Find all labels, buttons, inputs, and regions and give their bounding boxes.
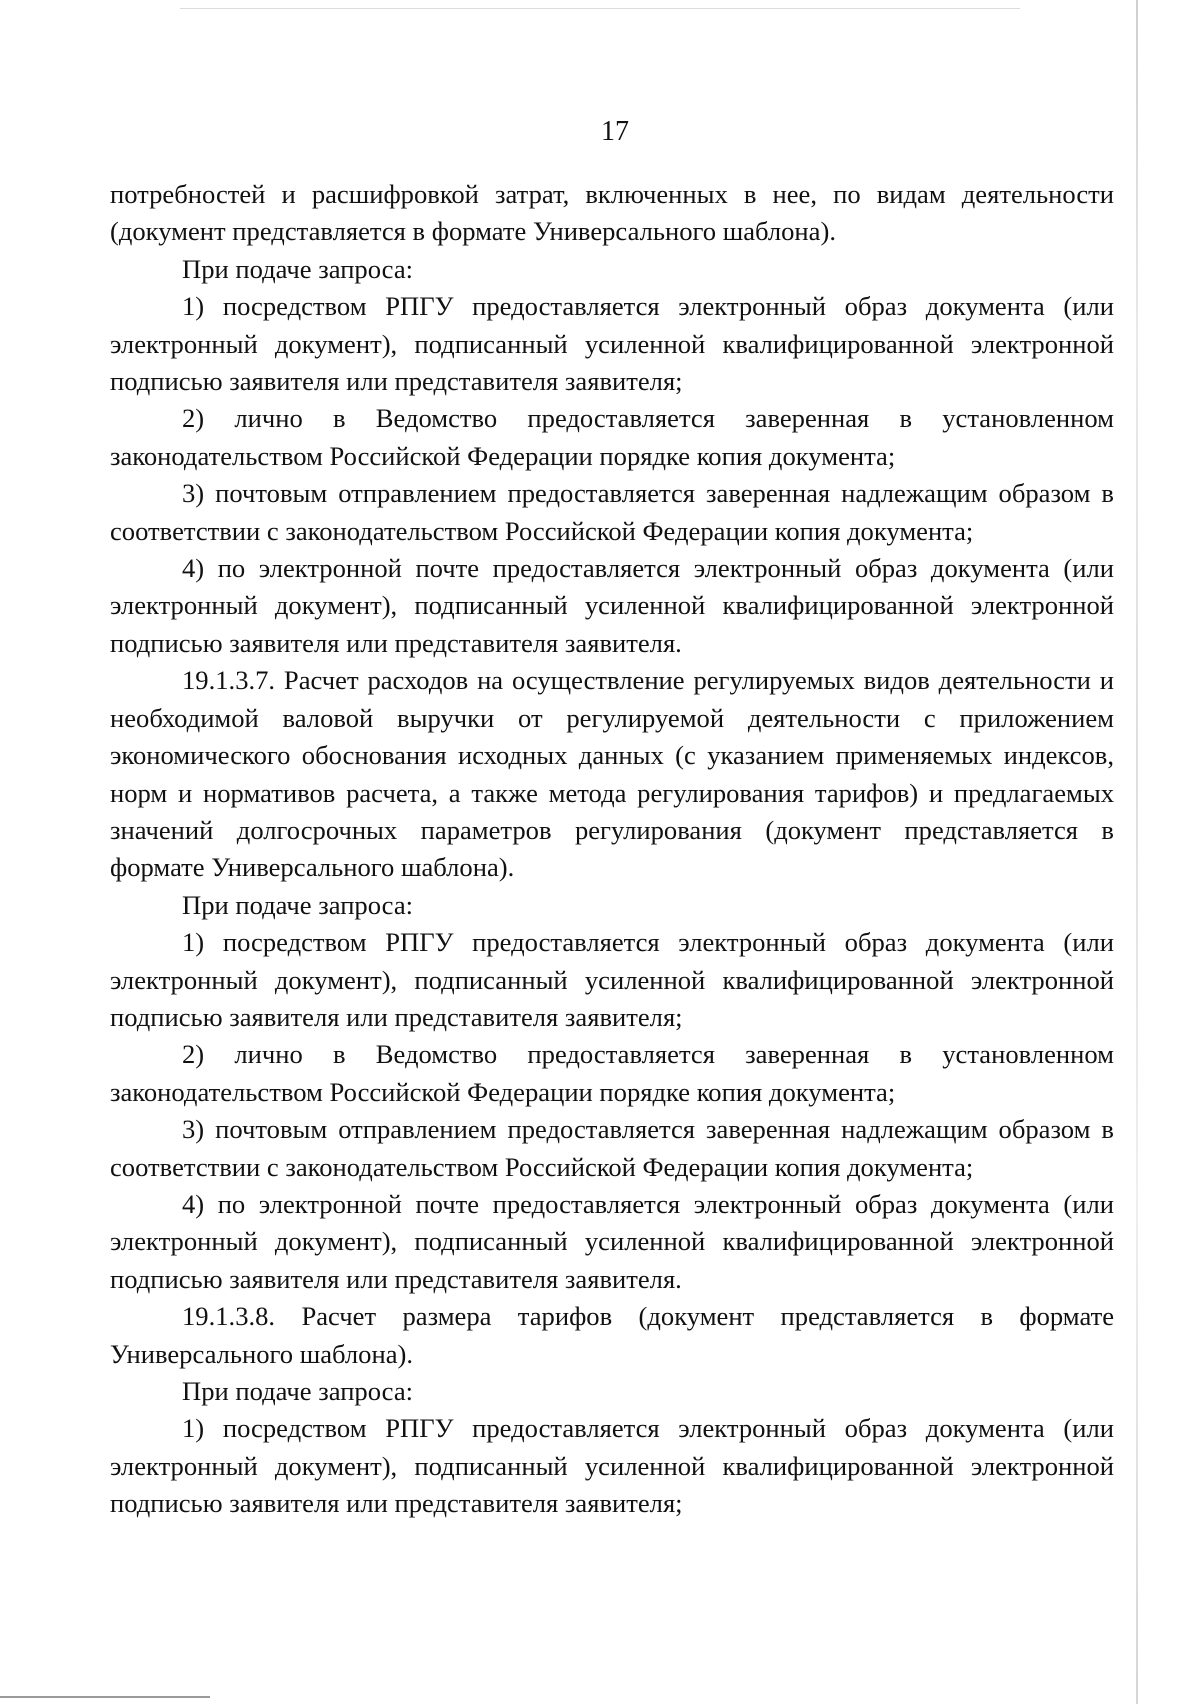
paragraph-item-1: 1) посредством РПГУ предоставляется электронный образ документа (или электронный документ), подписанный усиленной квалифицированной электронной подписью заявителя или представителя заявителя; xyxy=(110,1413,1114,1519)
paragraph-item-1: 1) посредством РПГУ предоставляется электронный образ документа (или электронный документ), подписанный усиленной квалифицированной электронной подписью заявителя или представителя заявителя; xyxy=(110,291,1114,397)
paragraph-continuation: потребностей и расшифровкой затрат, включенных в нее, по видам деятельности (документ представляется в формате Универсального шаблона). xyxy=(110,179,1114,247)
paragraph-item-2: 2) лично в Ведомство предоставляется заверенная в установленном законодательством Российской Федерации порядке копия документа; xyxy=(110,1039,1114,1107)
paragraph-request-heading: При подаче запроса: xyxy=(182,253,414,284)
scan-top-edge xyxy=(180,8,1020,9)
paragraph-item-1: 1) посредством РПГУ предоставляется электронный образ документа (или электронный документ), подписанный усиленной квалифицированной электронной подписью заявителя или представителя заявителя; xyxy=(110,927,1114,1032)
page-number: 17 xyxy=(601,116,629,147)
paragraph-item-4: 4) по электронной почте предоставляется электронный образ документа (или электронный документ), подписанный усиленной квалифицированной электронной подписью заявителя или представителя заявителя. xyxy=(110,553,1114,658)
paragraph-request-heading: При подаче запроса: xyxy=(182,889,414,920)
scan-bottom-edge xyxy=(0,1696,210,1698)
paragraph-item-3: 3) почтовым отправлением предоставляется заверенная надлежащим образом в соответствии с законодательством Российской Федерации копия документа; xyxy=(110,1114,1114,1182)
paragraph-request-heading: При подаче запроса: xyxy=(182,1376,414,1406)
document-body xyxy=(110,176,1114,1523)
paragraph-section-19-1-3-8: 19.1.3.8. Расчет размера тарифов (документ представляется в формате Универсального шаблона). xyxy=(110,1301,1114,1369)
paragraph-item-3: 3) почтовым отправлением предоставляется заверенная надлежащим образом в соответствии с законодательством Российской Федерации копия документа; xyxy=(110,478,1114,546)
scan-right-edge xyxy=(1136,0,1138,1704)
paragraph-item-4: 4) по электронной почте предоставляется электронный образ документа (или электронный документ), подписанный усиленной квалифицированной электронной подписью заявителя или представителя заявителя. xyxy=(110,1188,1114,1294)
paragraph-section-19-1-3-7: 19.1.3.7. Расчет расходов на осуществление регулируемых видов деятельности и необходимой валовой выручки от регулируемой деятельности с приложением экономического обоснования исходных данных (с указанием применяемых индексов, норм и нормативов расчета, а также метода регулирования тарифов) и предлагаемых значений долгосрочных параметров регулирования (документ представляется в формате Универсального шаблона). xyxy=(110,665,1114,883)
paragraph-item-2: 2) лично в Ведомство предоставляется заверенная в установленном законодательством Российской Федерации порядке копия документа; xyxy=(110,403,1114,471)
